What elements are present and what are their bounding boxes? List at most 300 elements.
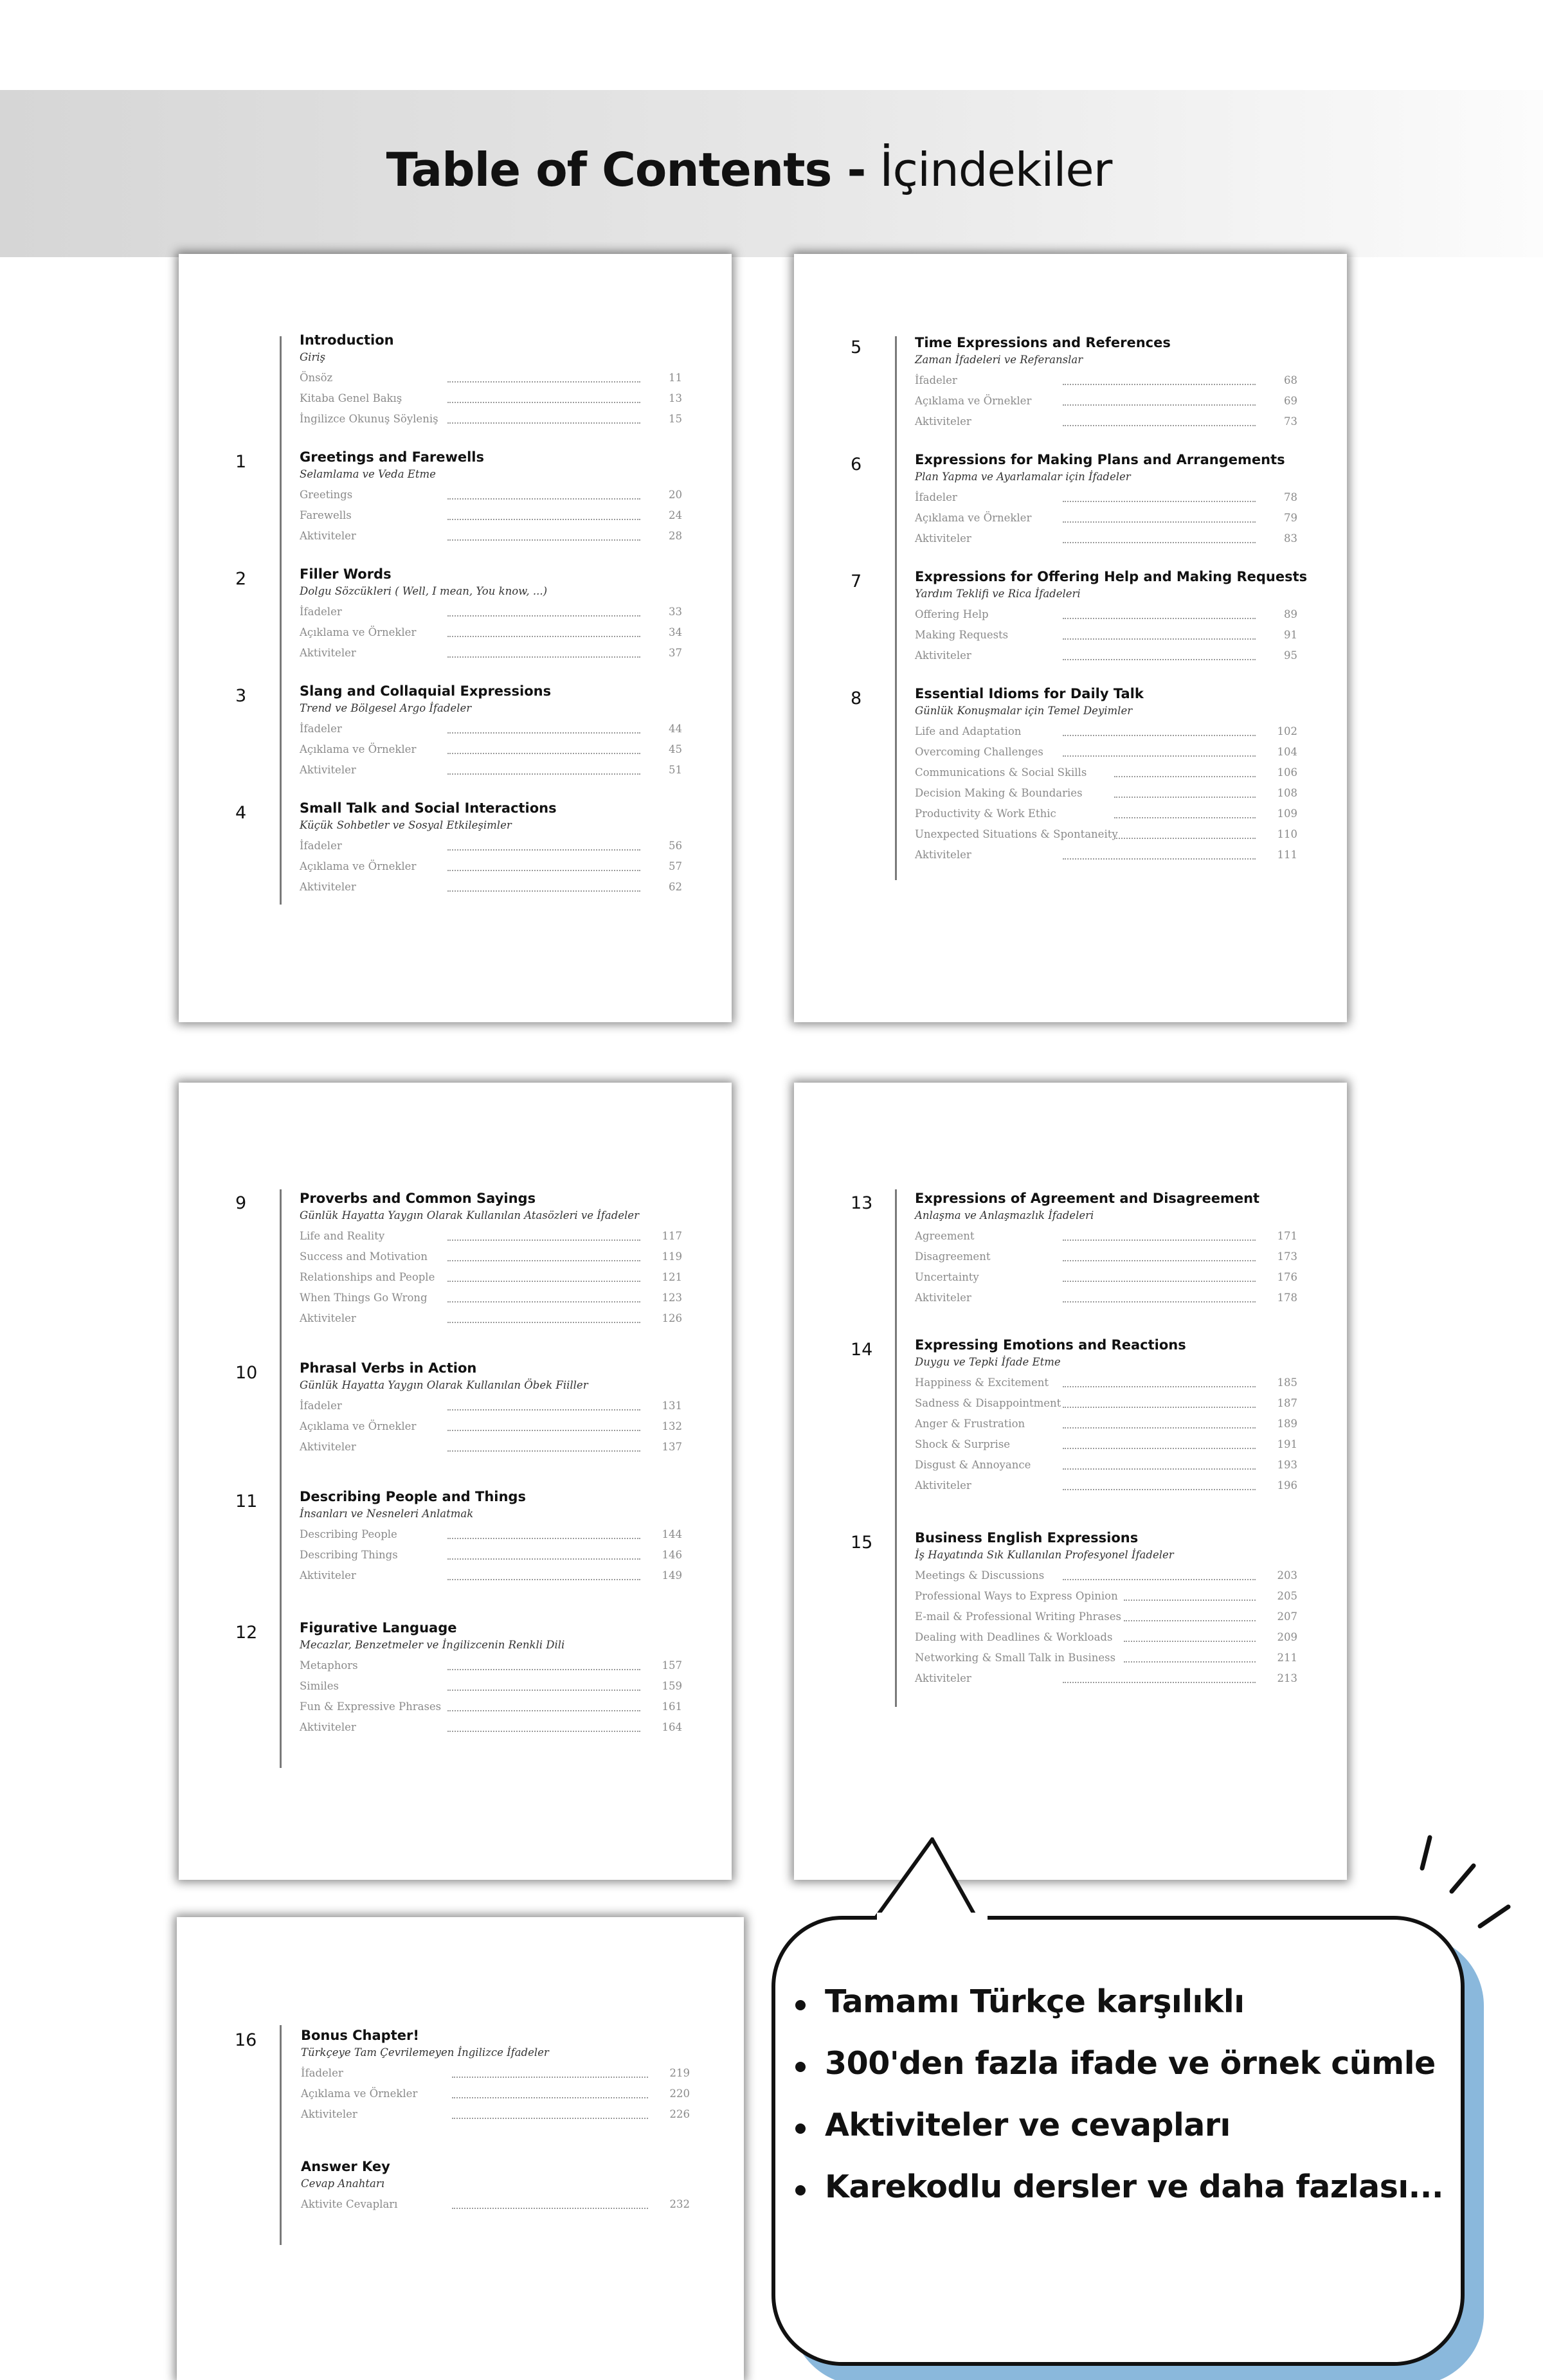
toc-entry[interactable] [301,2195,690,2215]
dot-leader [447,753,640,754]
toc-entry-label: Aktiviteler [300,647,356,659]
toc-entry-page: 189 [1277,1418,1297,1430]
toc-entry-label: Relationships and People [300,1271,435,1283]
toc-entry[interactable] [915,1648,1297,1669]
toc-entry-label: Fun & Expressive Phrases [300,1700,442,1713]
toc-entry[interactable] [301,2105,690,2125]
toc-page-2 [794,254,1347,1022]
toc-entry[interactable] [915,1566,1297,1587]
dot-leader [447,1731,640,1732]
dot-leader [1063,1448,1256,1449]
toc-entry[interactable] [300,1288,682,1309]
toc-entry-label: Farewells [300,509,352,521]
sparkle-lines-icon [1402,1832,1517,1935]
toc-entry[interactable] [300,410,682,430]
toc-entry-page: 89 [1284,608,1297,620]
toc-entry[interactable] [300,1566,682,1587]
toc-entry-label: When Things Go Wrong [300,1292,428,1304]
chapter-subtitle: Selamlama ve Veda Etme [300,468,436,480]
toc-entry-page: 13 [669,392,682,404]
toc-entry-label: Communications & Social Skills [915,766,1087,779]
chapter-number: 11 [235,1492,258,1511]
toc-entry-page: 159 [662,1680,682,1692]
chapter-number: 2 [235,569,247,589]
toc-entry-label: Anger & Frustration [915,1418,1025,1430]
toc-entry-page: 132 [662,1420,682,1432]
chapter-subtitle: Mecazlar, Benzetmeler ve İngilizcenin Renkli Dili [300,1639,565,1651]
toc-entry-label: Life and Adaptation [915,725,1022,737]
bubble-tail-mask [877,1913,988,1923]
dot-leader [1114,797,1256,798]
toc-entry-page: 28 [669,530,682,542]
toc-entry[interactable] [300,1396,682,1417]
toc-section [851,452,1297,550]
toc-entry-page: 207 [1277,1610,1297,1623]
dot-leader [1063,1386,1256,1387]
toc-entry[interactable] [301,2084,690,2105]
toc-section [235,2028,690,2125]
toc-entry[interactable] [300,602,682,623]
dot-leader [1063,1427,1256,1429]
dot-leader [1124,1641,1256,1642]
toc-entry[interactable] [915,488,1297,509]
toc-entry[interactable] [300,740,682,761]
chapter-number: 16 [235,2030,257,2050]
toc-entry-label: Meetings & Discussions [915,1569,1045,1582]
dot-leader [447,615,640,617]
dot-leader [447,1558,640,1560]
chapter-number: 9 [235,1193,247,1213]
toc-section [851,1337,1297,1497]
dot-leader [1063,1240,1256,1241]
dot-leader [447,849,640,851]
dot-leader [447,539,640,541]
chapter-title: Slang and Collaquial Expressions [300,683,552,699]
toc-section [235,1489,682,1587]
dot-leader [447,1240,640,1241]
toc-entry-page: 193 [1277,1459,1297,1471]
chapter-number: 4 [235,803,247,823]
toc-entry[interactable] [915,845,1297,866]
toc-entry-page: 73 [1284,415,1297,428]
toc-entry[interactable] [300,836,682,857]
toc-entry-page: 11 [669,372,682,384]
dot-leader [452,2208,648,2209]
chapter-subtitle: Günlük Hayatta Yaygın Olarak Kullanılan Atasözleri ve İfadeler [300,1209,639,1222]
dot-leader [447,1579,640,1580]
dot-leader [1063,755,1256,757]
toc-entry-label: Aktiviteler [300,1441,356,1453]
toc-section [301,2159,690,2215]
toc-entry[interactable] [915,412,1297,433]
chapter-number: 3 [235,686,247,706]
toc-entry-page: 45 [669,743,682,755]
toc-entry[interactable] [915,722,1297,743]
toc-entry-label: Aktiviteler [300,530,356,542]
chapter-subtitle: Giriş [300,351,326,363]
dot-leader [1063,618,1256,619]
toc-entry-label: Describing Things [300,1549,398,1561]
toc-entry-label: İfadeler [915,491,957,503]
toc-entry[interactable] [300,1525,682,1546]
chapter-title: Phrasal Verbs in Action [300,1360,477,1376]
chapter-title: Expressing Emotions and Reactions [915,1337,1186,1353]
toc-divider-line [280,2025,282,2245]
toc-entry[interactable] [915,804,1297,825]
toc-entry-page: 117 [662,1230,682,1242]
page-title-english: Table of Contents - [386,143,866,197]
bullet-dot-icon [795,2062,806,2072]
toc-entry[interactable] [915,626,1307,646]
toc-page-5 [177,1917,744,2380]
chapter-title: Time Expressions and References [915,335,1171,350]
dot-leader [447,519,640,520]
toc-entry-label: Açıklama ve Örnekler [300,860,417,872]
toc-section [235,683,682,781]
toc-entry-page: 171 [1277,1230,1297,1242]
toc-entry[interactable] [300,1268,682,1288]
toc-entry-label: Aktiviteler [300,1312,356,1324]
toc-entry[interactable] [915,509,1297,529]
toc-entry-page: 15 [669,413,682,425]
bullet-dot-icon [795,2000,806,2010]
toc-entry-page: 62 [669,881,682,893]
chapter-title: Essential Idioms for Daily Talk [915,686,1144,701]
toc-entry[interactable] [300,878,682,898]
toc-entry-page: 213 [1277,1672,1297,1684]
dot-leader [452,2097,648,2098]
toc-entry-page: 123 [662,1292,682,1304]
toc-entry[interactable] [915,1456,1297,1476]
toc-section [235,1191,682,1330]
toc-entry[interactable] [300,1227,682,1247]
chapter-number: 14 [851,1340,873,1360]
chapter-number: 8 [851,689,862,708]
toc-entry-page: 44 [669,723,682,735]
toc-entry[interactable] [300,1247,682,1268]
toc-entry-label: Önsöz [300,372,333,384]
toc-entry-page: 137 [662,1441,682,1453]
toc-entry-page: 173 [1277,1250,1297,1263]
dot-leader [1063,1468,1256,1470]
chapter-number: 1 [235,452,247,472]
toc-entry-page: 203 [1277,1569,1297,1582]
toc-entry-label: Disagreement [915,1250,991,1263]
dot-leader [1063,404,1256,406]
toc-entry-page: 144 [662,1528,682,1540]
toc-section [235,566,682,664]
toc-section [235,449,682,547]
toc-entry[interactable] [915,1587,1297,1607]
toc-entry[interactable] [915,529,1297,550]
feature-text: Karekodlu dersler ve daha fazlası... [825,2168,1444,2205]
toc-entry-page: 226 [669,2108,690,2120]
toc-entry-page: 57 [669,860,682,872]
toc-entry[interactable] [915,784,1297,804]
toc-entry-label: Networking & Small Talk in Business [915,1652,1116,1664]
toc-entry[interactable] [300,527,682,547]
dot-leader [1124,1620,1256,1621]
toc-entry[interactable] [300,1546,682,1566]
toc-section [851,335,1297,433]
toc-entry[interactable] [915,605,1307,626]
toc-entry-label: Disgust & Annoyance [915,1459,1031,1471]
toc-entry-page: 161 [662,1700,682,1713]
toc-entry-page: 109 [1277,807,1297,820]
chapter-subtitle: Küçük Sohbetler ve Sosyal Etkileşimler [300,819,512,831]
dot-leader [1063,1260,1256,1261]
toc-page-1 [179,254,732,1022]
chapter-subtitle: Günlük Hayatta Yaygın Olarak Kullanılan Öbek Fiiller [300,1379,588,1391]
feature-text: 300'den fazla ifade ve örnek cümle [825,2045,1436,2082]
toc-entry[interactable] [915,646,1307,667]
toc-entry[interactable] [300,506,682,527]
dot-leader [447,1430,640,1431]
dot-leader [447,381,640,383]
chapter-title: Introduction [300,332,394,348]
toc-section [851,686,1297,866]
toc-entry[interactable] [915,1476,1297,1497]
toc-entry[interactable] [915,1669,1297,1690]
dot-leader [447,656,640,658]
toc-entry-page: 209 [1277,1631,1297,1643]
toc-divider-line [280,1189,282,1768]
toc-entry-label: Success and Motivation [300,1250,428,1263]
toc-entry[interactable] [915,1628,1297,1648]
toc-entry-page: 205 [1277,1590,1297,1602]
toc-entry-label: Agreement [915,1230,975,1242]
chapter-subtitle: Zaman İfadeleri ve Referanslar [915,354,1083,366]
dot-leader [1063,858,1256,860]
chapter-number: 13 [851,1193,873,1213]
dot-leader [1063,659,1256,660]
toc-entry-page: 157 [662,1659,682,1672]
toc-entry-label: Aktivite Cevapları [301,2198,398,2210]
chapter-title: Small Talk and Social Interactions [300,800,557,816]
dot-leader [1063,425,1256,426]
chapter-number: 12 [235,1623,258,1643]
feature-text: Tamamı Türkçe karşılıklı [825,1983,1245,2020]
bullet-dot-icon [795,2123,806,2134]
toc-entry-label: İfadeler [300,840,342,852]
toc-entry[interactable] [300,1677,682,1697]
dot-leader [447,773,640,775]
chapter-number: 15 [851,1533,873,1553]
toc-entry-label: Açıklama ve Örnekler [300,743,417,755]
toc-entry[interactable] [300,1697,682,1718]
toc-entry-page: 104 [1277,746,1297,758]
chapter-subtitle: Trend ve Bölgesel Argo İfadeler [300,702,472,714]
chapter-title: Bonus Chapter! [301,2028,419,2043]
toc-entry[interactable] [915,1435,1297,1456]
toc-entry-label: Aktiviteler [300,1569,356,1582]
toc-section [851,569,1308,667]
toc-entry-page: 146 [662,1549,682,1561]
dot-leader [1063,1407,1256,1408]
toc-entry-label: Açıklama ve Örnekler [300,626,417,638]
toc-entry-label: Sadness & Disappointment [915,1397,1061,1409]
toc-entry-page: 178 [1277,1292,1297,1304]
toc-entry-page: 220 [669,2087,690,2100]
toc-entry-page: 56 [669,840,682,852]
dot-leader [447,1322,640,1323]
toc-entry-label: Happiness & Excitement [915,1376,1049,1389]
toc-entry-page: 106 [1277,766,1297,779]
chapter-number: 5 [851,338,862,357]
toc-entry[interactable] [915,1268,1297,1288]
dot-leader [452,2118,648,2119]
toc-entry[interactable] [915,825,1297,845]
toc-entry-page: 24 [669,509,682,521]
toc-entry[interactable] [300,719,682,740]
dot-leader [1114,776,1256,777]
toc-entry[interactable] [915,1394,1297,1414]
toc-entry[interactable] [300,1656,682,1677]
toc-entry-page: 51 [669,764,682,776]
toc-entry[interactable] [300,857,682,878]
toc-section [235,1620,682,1738]
dot-leader [1114,817,1256,818]
toc-entry-label: Açıklama ve Örnekler [915,512,1032,524]
toc-entry[interactable] [915,1414,1297,1435]
dot-leader [447,1409,640,1411]
page-title [0,143,1498,197]
toc-page-3 [179,1083,732,1880]
toc-entry-label: Making Requests [915,629,1009,641]
toc-entry-label: Açıklama ve Örnekler [301,2087,418,2100]
toc-entry-label: İfadeler [915,374,957,386]
chapter-subtitle: Duygu ve Tepki İfade Etme [915,1356,1061,1368]
toc-entry-page: 196 [1277,1479,1297,1492]
toc-entry[interactable] [300,368,682,389]
dot-leader [447,1710,640,1711]
toc-entry-label: Greetings [300,489,353,501]
dot-leader [447,1538,640,1539]
toc-entry[interactable] [915,1607,1297,1628]
dot-leader [1124,1600,1256,1601]
toc-entry-page: 34 [669,626,682,638]
chapter-title: Business English Expressions [915,1530,1139,1546]
toc-entry[interactable] [300,623,682,644]
toc-section [235,800,682,898]
toc-entry-label: Aktiviteler [915,1292,971,1304]
dot-leader [447,498,640,500]
toc-entry-label: Aktiviteler [915,415,971,428]
toc-entry-label: Aktiviteler [915,1672,971,1684]
toc-entry[interactable] [915,1247,1297,1268]
toc-entry-page: 191 [1277,1438,1297,1450]
toc-entry-page: 78 [1284,491,1297,503]
toc-entry-page: 111 [1277,849,1297,861]
toc-entry-label: Shock & Surprise [915,1438,1011,1450]
toc-entry[interactable] [915,1227,1297,1247]
dot-leader [447,1281,640,1282]
toc-entry[interactable] [915,392,1297,412]
toc-entry[interactable] [301,2064,690,2084]
toc-entry[interactable] [300,1309,682,1330]
toc-entry-page: 68 [1284,374,1297,386]
toc-entry[interactable] [300,644,682,664]
toc-section [235,1360,682,1458]
toc-entry-label: Dealing with Deadlines & Workloads [915,1631,1113,1643]
chapter-title: Answer Key [301,2159,390,2174]
toc-entry-label: Professional Ways to Express Opinion [915,1590,1118,1602]
toc-entry-label: Aktiviteler [915,849,971,861]
toc-entry[interactable] [300,1417,682,1438]
toc-entry[interactable] [915,763,1297,784]
dot-leader [1063,638,1256,640]
toc-entry-page: 91 [1284,629,1297,641]
toc-entry[interactable] [915,371,1297,392]
dot-leader [1063,1281,1256,1282]
chapter-subtitle: Cevap Anahtarı [301,2177,384,2190]
toc-entry-label: Aktiviteler [300,764,356,776]
toc-entry-label: Productivity & Work Ethic [915,807,1056,820]
toc-entry-label: Life and Reality [300,1230,385,1242]
dot-leader [1063,1579,1256,1580]
toc-entry-label: E-mail & Professional Writing Phrases [915,1610,1121,1623]
bullet-dot-icon [795,2185,806,2195]
toc-section [851,1530,1297,1690]
chapter-title: Greetings and Farewells [300,449,484,465]
toc-divider-line [895,1189,897,1707]
chapter-title: Expressions for Making Plans and Arrangements [915,452,1285,467]
toc-entry-page: 149 [662,1569,682,1582]
chapter-title: Expressions for Offering Help and Making Requests [915,569,1308,584]
toc-entry[interactable] [300,1718,682,1738]
dot-leader [447,402,640,403]
toc-entry-page: 69 [1284,395,1297,407]
toc-entry-label: Kitaba Genel Bakış [300,392,402,404]
toc-entry-page: 108 [1277,787,1297,799]
dot-leader [1124,1661,1256,1663]
toc-entry-label: İfadeler [300,723,342,735]
toc-entry-page: 79 [1284,512,1297,524]
chapter-subtitle: İş Hayatında Sık Kullanılan Profesyonel İfadeler [915,1549,1174,1561]
toc-entry-page: 121 [662,1271,682,1283]
toc-entry[interactable] [300,389,682,410]
toc-page-4 [794,1083,1347,1880]
chapter-title: Describing People and Things [300,1489,526,1504]
toc-section [851,1191,1297,1309]
toc-entry[interactable] [915,1373,1297,1394]
dot-leader [447,890,640,892]
toc-entry-label: Açıklama ve Örnekler [300,1420,417,1432]
chapter-title: Filler Words [300,566,392,582]
toc-entry[interactable] [915,743,1297,763]
chapter-number: 10 [235,1363,258,1383]
toc-entry-label: Similes [300,1680,339,1692]
chapter-number: 7 [851,572,862,591]
toc-entry-label: Aktiviteler [915,1479,971,1492]
dot-leader [447,1690,640,1691]
chapter-title: Proverbs and Common Sayings [300,1191,536,1206]
toc-entry-page: 20 [669,489,682,501]
toc-entry-label: İfadeler [300,606,342,618]
toc-entry-page: 176 [1277,1271,1297,1283]
toc-entry-label: İfadeler [301,2067,343,2079]
toc-entry[interactable] [300,485,682,506]
toc-entry-page: 110 [1277,828,1297,840]
toc-entry[interactable] [915,1288,1297,1309]
toc-entry-page: 95 [1284,649,1297,662]
toc-entry[interactable] [300,1438,682,1458]
toc-entry-page: 232 [669,2198,690,2210]
toc-section [300,332,682,430]
chapter-subtitle: İnsanları ve Nesneleri Anlatmak [300,1508,474,1520]
chapter-subtitle: Anlaşma ve Anlaşmazlık İfadeleri [915,1209,1094,1222]
toc-entry[interactable] [300,761,682,781]
